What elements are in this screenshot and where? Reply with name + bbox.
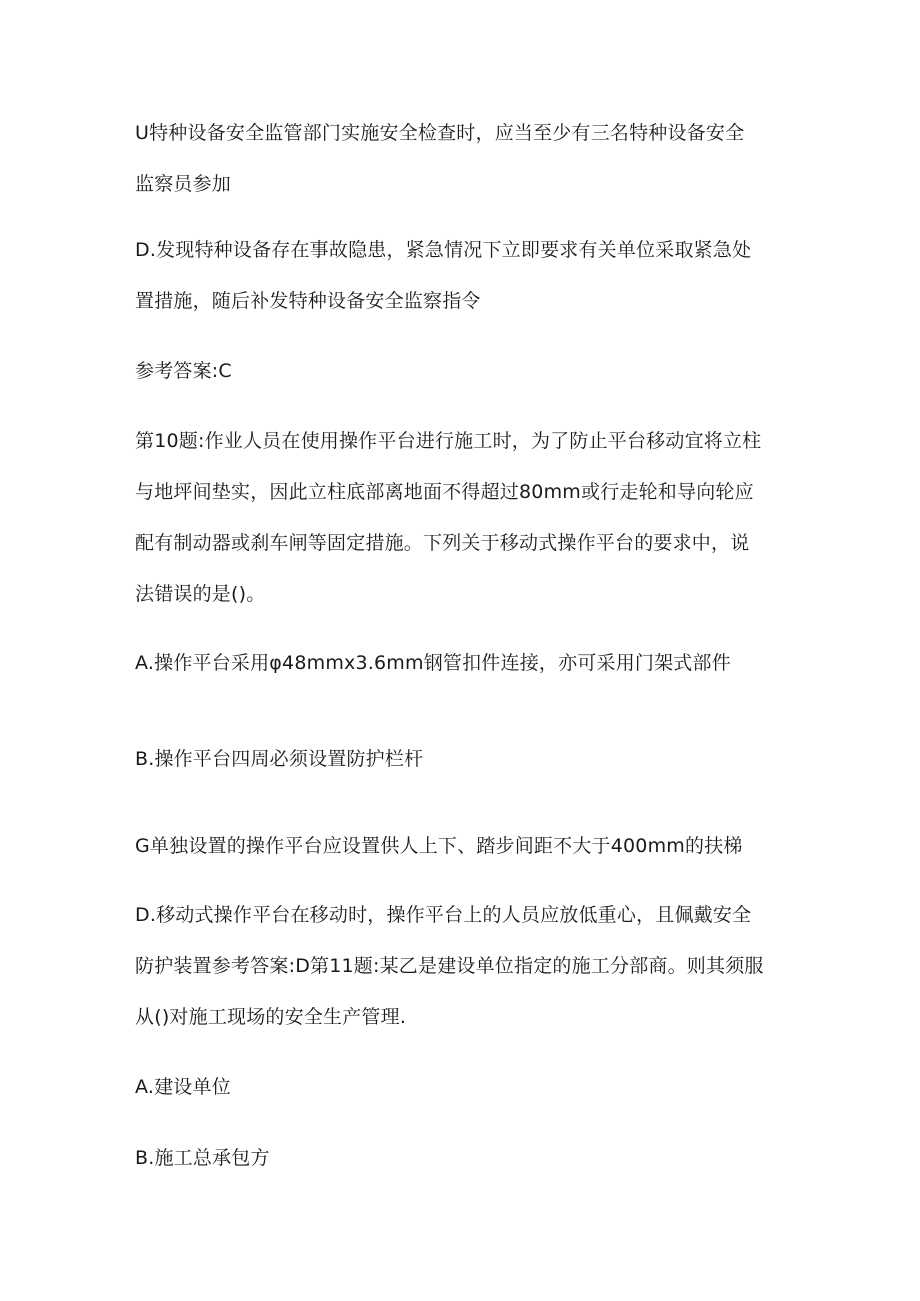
text-line: 防护装置参考答案:D第11题:某乙是建设单位指定的施工分部商。则其须服 [135,955,764,977]
text-line: 置措施，随后补发特种设备安全监察指令 [135,290,481,312]
text-line: B.施工总承包方 [135,1147,270,1169]
text-line: D.发现特种设备存在事故隐患，紧急情况下立即要求有关单位采取紧急处 [135,239,752,261]
question-10-stem [135,416,785,620]
option-b-q11 [135,1133,785,1184]
text-line: 从()对施工现场的安全生产管理. [135,1006,407,1028]
text-line: 第10题:作业人员在使用操作平台进行施工时，为了防止平台移动宜将立柱 [135,430,762,452]
reference-answer [135,346,785,397]
text-line: D.移动式操作平台在移动时，操作平台上的人员应放低重心，且佩戴安全 [135,904,752,926]
option-c-previous-question [135,108,785,210]
text-line: A.操作平台采用φ48mmx3.6mm钢管扣件连接，亦可采用门架式部件 [135,652,731,674]
text-line: 配有制动器或刹车闸等固定措施。下列关于移动式操作平台的要求中，说 [135,532,750,554]
text-line: 法错误的是()。 [135,583,266,605]
text-line: 监察员参加 [135,173,232,195]
text-line: U特种设备安全监管部门实施安全检查时，应当至少有三名特种设备安全 [135,122,745,144]
text-line: 与地坪间垫实，因此立柱底部离地面不得超过80mm或行走轮和导向轮应 [135,481,754,503]
option-d-previous-question [135,225,785,327]
text-line: B.操作平台四周必须设置防护栏杆 [135,748,424,770]
option-a-q11 [135,1062,785,1113]
option-b [135,734,785,785]
text-line: 参考答案:C [135,360,232,382]
text-line: G单独设置的操作平台应设置供人上下、踏步间距不大于400mm的扶梯 [135,835,743,857]
option-d-and-question-11 [135,890,785,1043]
option-a [135,638,785,689]
option-c [135,821,785,872]
text-line: A.建设单位 [135,1076,231,1098]
